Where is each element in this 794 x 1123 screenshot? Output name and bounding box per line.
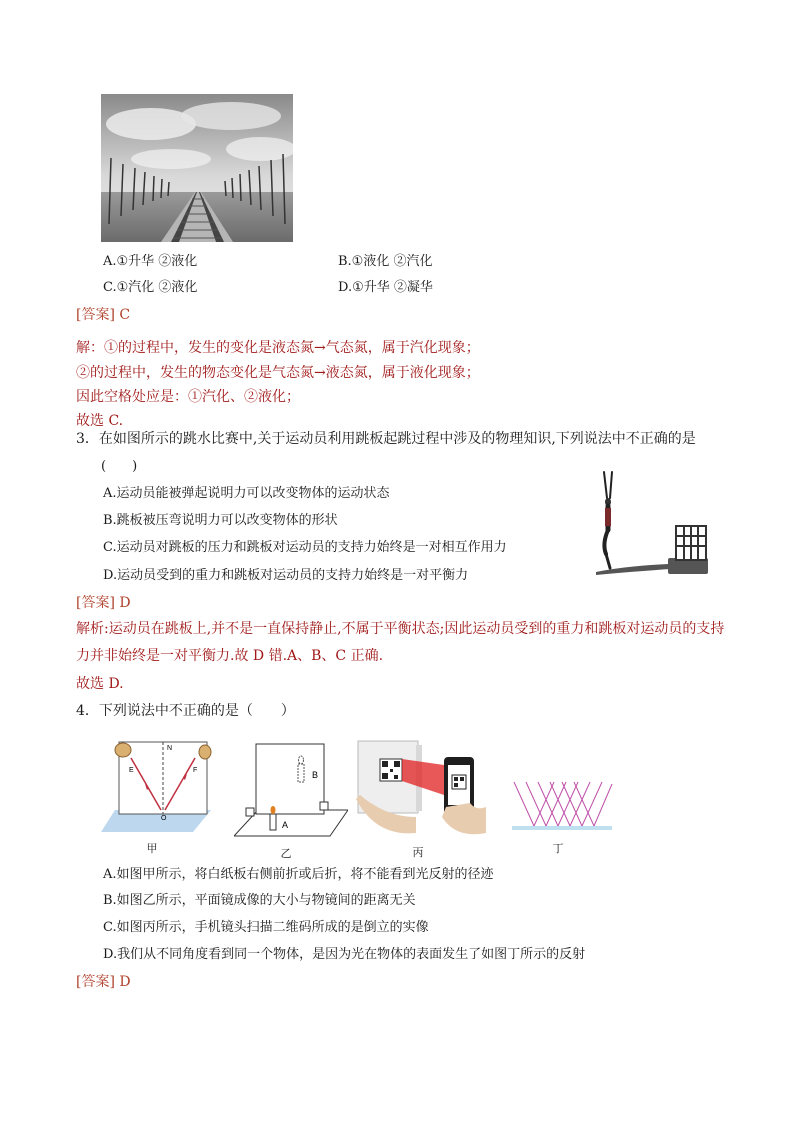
q3-option-c: C.运动员对跳板的压力和跳板对运动员的支持力始终是一对相互作用力 [103, 540, 507, 555]
jia-label-o: O [161, 815, 167, 822]
q4-option-c: C.如图丙所示，手机镜头扫描二维码所成的是倒立的实像 [103, 920, 429, 935]
q2-explanation-line-1: 解：①的过程中，发生的变化是液态氮→气态氮，属于汽化现象； [76, 340, 480, 356]
q3-explanation-line-3: 故选 D. [76, 676, 124, 692]
q4-option-a: A.如图甲所示，将白纸板右侧前折或后折，将不能看到光反射的径迹 [103, 867, 494, 882]
caption-yi: 乙 [280, 847, 292, 860]
q2-explanation-line-3: 因此空格处应是：①汽化、②液化； [76, 389, 300, 405]
yi-label-a: A [282, 820, 289, 830]
q2-explanation-line-2: ②的过程中，发生的物态变化是气态氮→液态氮，属于液化现象； [76, 365, 480, 381]
figure-jia-reflection [101, 740, 213, 836]
diving-board-figure [596, 468, 712, 576]
caption-jia: 甲 [146, 842, 158, 855]
q4-stem: 4．下列说法中不正确的是（ ） [76, 703, 295, 719]
caption-ding: 丁 [552, 842, 564, 855]
q3-explanation-line-2: 力并非始终是一对平衡力.故 D 错.A、B、C 正确. [76, 648, 384, 664]
q3-option-d: D.运动员受到的重力和跳板对运动员的支持力始终是一对平衡力 [103, 568, 469, 583]
figure-yi-mirror [234, 740, 348, 840]
q2-option-b: B.①液化 ②汽化 [338, 254, 433, 269]
figure-ding-reflection [510, 778, 614, 836]
q3-option-a: A.运动员能被弹起说明力可以改变物体的运动状态 [103, 486, 390, 501]
railway-photo [101, 94, 293, 242]
figure-bing-qr-scan [356, 737, 490, 839]
q2-explanation-line-4: 故选 C. [76, 413, 124, 429]
q4-option-b: B.如图乙所示，平面镜成像的大小与物镜间的距离无关 [103, 893, 416, 908]
q4-option-d: D.我们从不同角度看到同一个物体，是因为光在物体的表面发生了如图丁所示的反射 [103, 947, 586, 962]
q3-stem: 3．在如图所示的跳水比赛中,关于运动员利用跳板起跳过程中涉及的物理知识,下列说法中不正确的是 [76, 431, 696, 447]
jia-label-n: N [167, 745, 173, 752]
q2-answer: [答案] C [76, 307, 131, 323]
yi-label-b: B [312, 770, 319, 780]
q2-option-d: D.①升华 ②凝华 [338, 280, 433, 295]
q2-option-a: A.①升华 ②液化 [103, 254, 198, 269]
q3-explanation-line-1: 解析:运动员在跳板上,并不是一直保持静止,不属于平衡状态;因此运动员受到的重力和跳板对运动员的支持 [76, 621, 725, 637]
q3-option-b: B.跳板被压弯说明力可以改变物体的形状 [103, 513, 338, 528]
q3-answer: [答案] D [76, 595, 131, 611]
caption-bing: 丙 [412, 846, 424, 859]
q3-answer-paren: ( ) [101, 459, 138, 474]
jia-label-e: E [129, 767, 134, 774]
q4-answer: [答案] D [76, 974, 131, 990]
q2-option-c: C.①汽化 ②液化 [103, 280, 198, 295]
jia-label-f: F [193, 767, 198, 774]
